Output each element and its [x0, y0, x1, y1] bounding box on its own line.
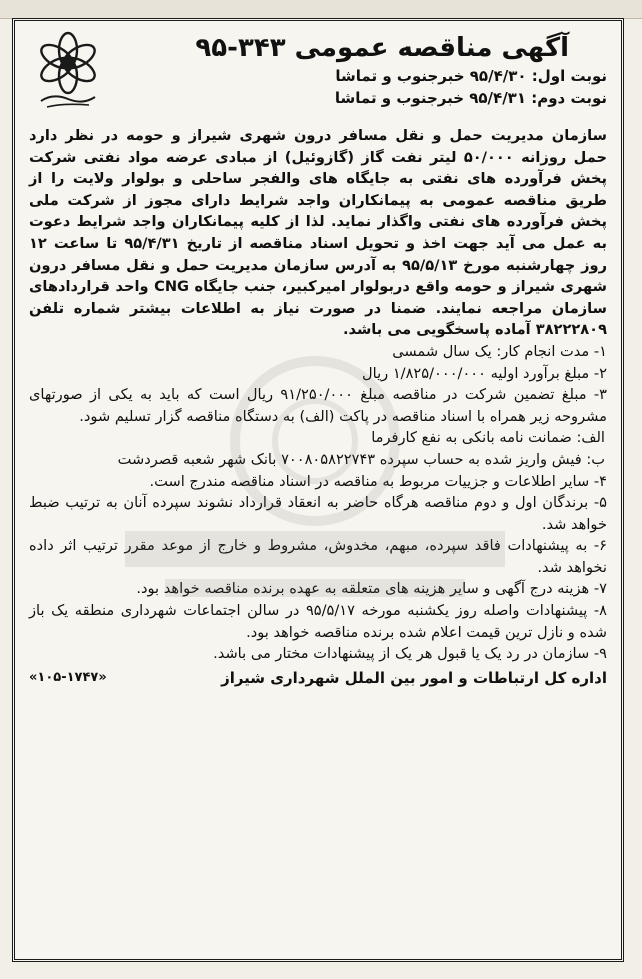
condition-item: ۶- به پیشنهادات فاقد سپرده، مبهم، مخدوش، مشروط و خارج از موعد مقرر ترتیب اثر داده نخواهد شد. [29, 537, 607, 576]
condition-subitem: الف: ضمانت نامه بانکی به نفع کارفرما [371, 429, 605, 447]
conditions-list [29, 341, 607, 665]
condition-item: ۱- مدت انجام کار: یک سال شمسی [392, 342, 607, 360]
notice-intro-paragraph: سازمان مدیریت حمل و نقل مسافر درون شهری شیراز و حومه در نظر دارد حمل روزانه ۵۰/۰۰۰ لیتر نفت گاز (گازوئیل) از مبادی عرضه مواد نفتی شرکت پخش فرآورده های نفتی به جایگاه های والفجر ساحلی و بولوار ولایت را از طریق مناقصه عمومی به پیمانکاران واجد شرایط دارای مجوز از شرکت ملی پخش فرآورده های نفتی واگذار نماید. لذا از کلیه پیمانکاران واجد شرایط دعوت به عمل می آید جهت اخذ و تحویل اسناد مناقصه از تاریخ ۹۵/۴/۳۱ تا ساعت ۱۲ روز چهارشنبه مورخ ۹۵/۵/۱۳ به آدرس سازمان مدیریت حمل و نقل مسافر درون شهری شیراز و حومه واقع دربولوار امیرکبیر، جنب جایگاه CNG واحد قراردادهای سازمان مراجعه نمایند. ضمنا در صورت نیاز به اطلاعات بیشتر شماره تلفن ۳۸۲۲۲۸۰۹ آماده پاسخگویی می باشد. [29, 127, 608, 339]
condition-item: ۷- هزینه درج آگهی و سایر هزینه های متعلقه به عهده برنده مناقصه خواهد بود. [136, 580, 607, 598]
condition-item: ۹- سازمان در رد یک یا قبول هر یک از پیشنهادات مختار می باشد. [213, 645, 607, 663]
condition-item: ۲- مبلغ برآورد اولیه ۱/۸۲۵/۰۰۰/۰۰۰ ریال [362, 364, 607, 382]
signature-line [29, 667, 607, 689]
second-publication-line: نوبت دوم: ۹۵/۴/۳۱ خبرجنوب و تماشا [334, 89, 607, 107]
condition-item: ۵- برندگان اول و دوم مناقصه هرگاه حاضر به انعقاد قرارداد نشوند سپرده آنان به ترتیب ضبط خواهد شد. [29, 494, 607, 533]
municipality-logo-icon [33, 31, 103, 113]
condition-item: ۳- مبلغ تضمین شرکت در مناقصه مبلغ ۹۱/۲۵۰/۰۰۰ ریال است که باید به یکی از صورتهای مشروحه زیر همراه با اسناد مناقصه در پاکت (الف) به دستگاه مناقصه گزار تسلیم شود. [29, 386, 607, 425]
notice-code: «۱۰۵-۱۷۴۷» [29, 669, 107, 685]
notice-header [29, 31, 607, 123]
condition-subitem: ب: فیش واریز شده به حساب سپرده ۷۰۰۸۰۵۸۲۲۷۴۳ بانک شهر شعبه قصردشت [117, 450, 605, 468]
top-strip [0, 0, 642, 19]
first-publication-line: نوبت اول: ۹۵/۴/۳۰ خبرجنوب و تماشا [335, 67, 607, 85]
notice-title: آگهی مناقصه عمومی ۳۴۳-۹۵ [195, 33, 569, 63]
condition-item: ۸- پیشنهادات واصله روز یکشنبه مورخه ۹۵/۵/۱۷ در سالن اجتماعات شهرداری منطقه یک باز شده و نازل ترین قیمت اعلام شده برنده مناقصه خواهد بود. [29, 602, 607, 641]
condition-item: ۴- سایر اطلاعات و جزییات مربوط به مناقصه در اسناد مناقصه مندرج است. [149, 472, 607, 490]
issuer-name: اداره کل ارتباطات و امور بین الملل شهرداری شیراز [221, 668, 607, 687]
notice-frame [12, 18, 624, 962]
